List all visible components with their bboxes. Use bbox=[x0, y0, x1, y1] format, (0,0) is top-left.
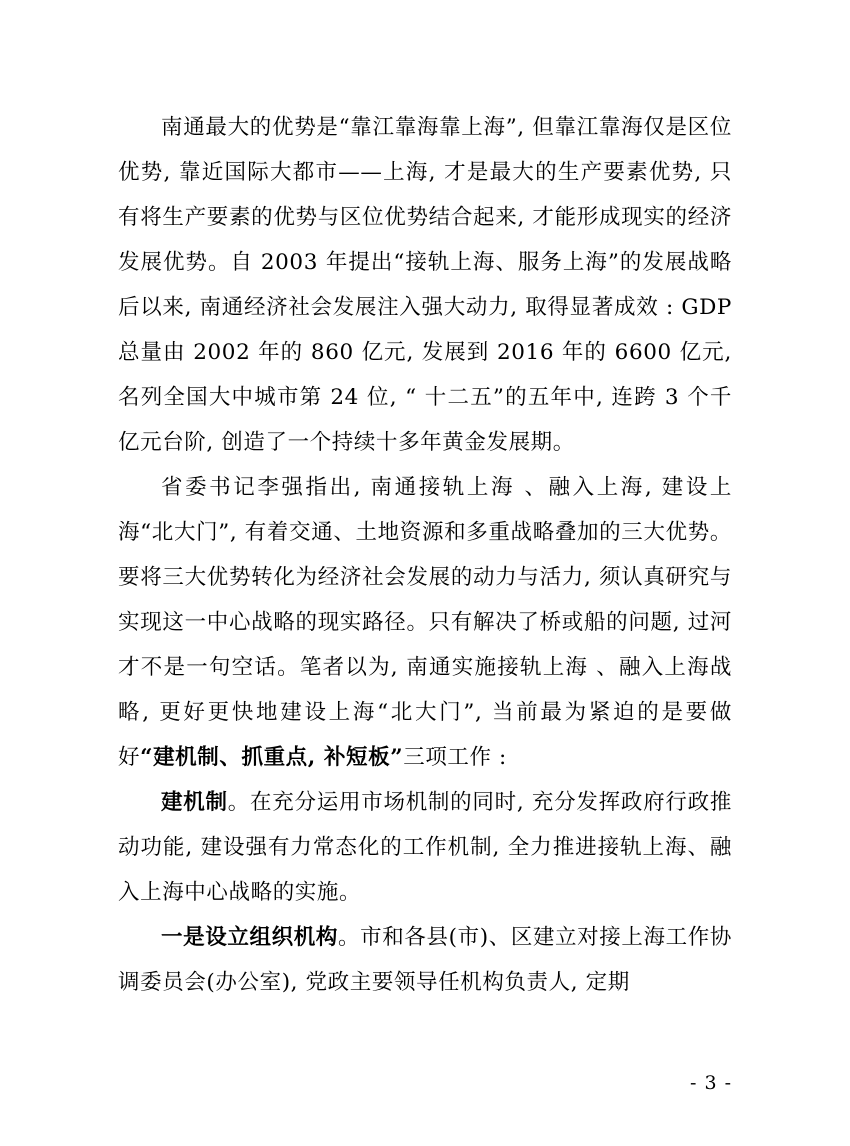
page-number: - 3 - bbox=[689, 1072, 732, 1094]
paragraph-2-run-3: 三项工作 : bbox=[403, 745, 507, 770]
document-body bbox=[118, 105, 732, 1005]
paragraph-4-run-1-bold: 一是设立组织机构 bbox=[161, 925, 338, 950]
paragraph-2 bbox=[118, 465, 732, 780]
paragraph-2-run-2-bold: “建机制、抓重点, 补短板” bbox=[140, 745, 404, 770]
paragraph-2-run-1: 省委书记李强指出, 南通接轨上海 、融入上海, 建设上海“北大门”, 有着交通、土地资源和多重战略叠加的三大优势。要将三大优势转化为经济社会发展的动力与活力, 须认真研究与实现这一中心战略的现实路径。只有解决了桥或船的问题, 过河才不是一句空话。笔者以为, 南通实施接轨上海 、融入上海战略, 更好更快地建设上海“北大门”, 当前最为紧迫的是要做好 bbox=[118, 475, 732, 770]
paragraph-3-run-1-bold: 建机制 bbox=[161, 790, 228, 815]
paragraph-4-run-2: 。市和各县(市)、区建立对接上海工作协调委员会(办公室), 党政主要领导任机构负责人, 定期 bbox=[118, 925, 732, 995]
paragraph-3-run-2: 。在充分运用市场机制的同时, 充分发挥政府行政推动功能, 建设强有力常态化的工作机制, 全力推进接轨上海、融入上海中心战略的实施。 bbox=[118, 790, 732, 905]
paragraph-1 bbox=[118, 105, 732, 465]
paragraph-4 bbox=[118, 915, 732, 1005]
paragraph-1-run-1: 南通最大的优势是“靠江靠海靠上海”, 但靠江靠海仅是区位优势, 靠近国际大都市——上海, 才是最大的生产要素优势, 只有将生产要素的优势与区位优势结合起来, 才能形成现实的经济发展优势。自 2003 年提出“接轨上海、服务上海”的发展战略后以来, 南通经济社会发展注入强大动力, 取得显著成效 : GDP 总量由 2002 年的 860 亿元, 发展到 2016 年的 6600 亿元, 名列全国大中城市第 24 位, “ 十二五”的五年中, 连跨 3 个千亿元台阶, 创造了一个持续十多年黄金发展期。 bbox=[118, 115, 732, 455]
paragraph-3 bbox=[118, 780, 732, 915]
